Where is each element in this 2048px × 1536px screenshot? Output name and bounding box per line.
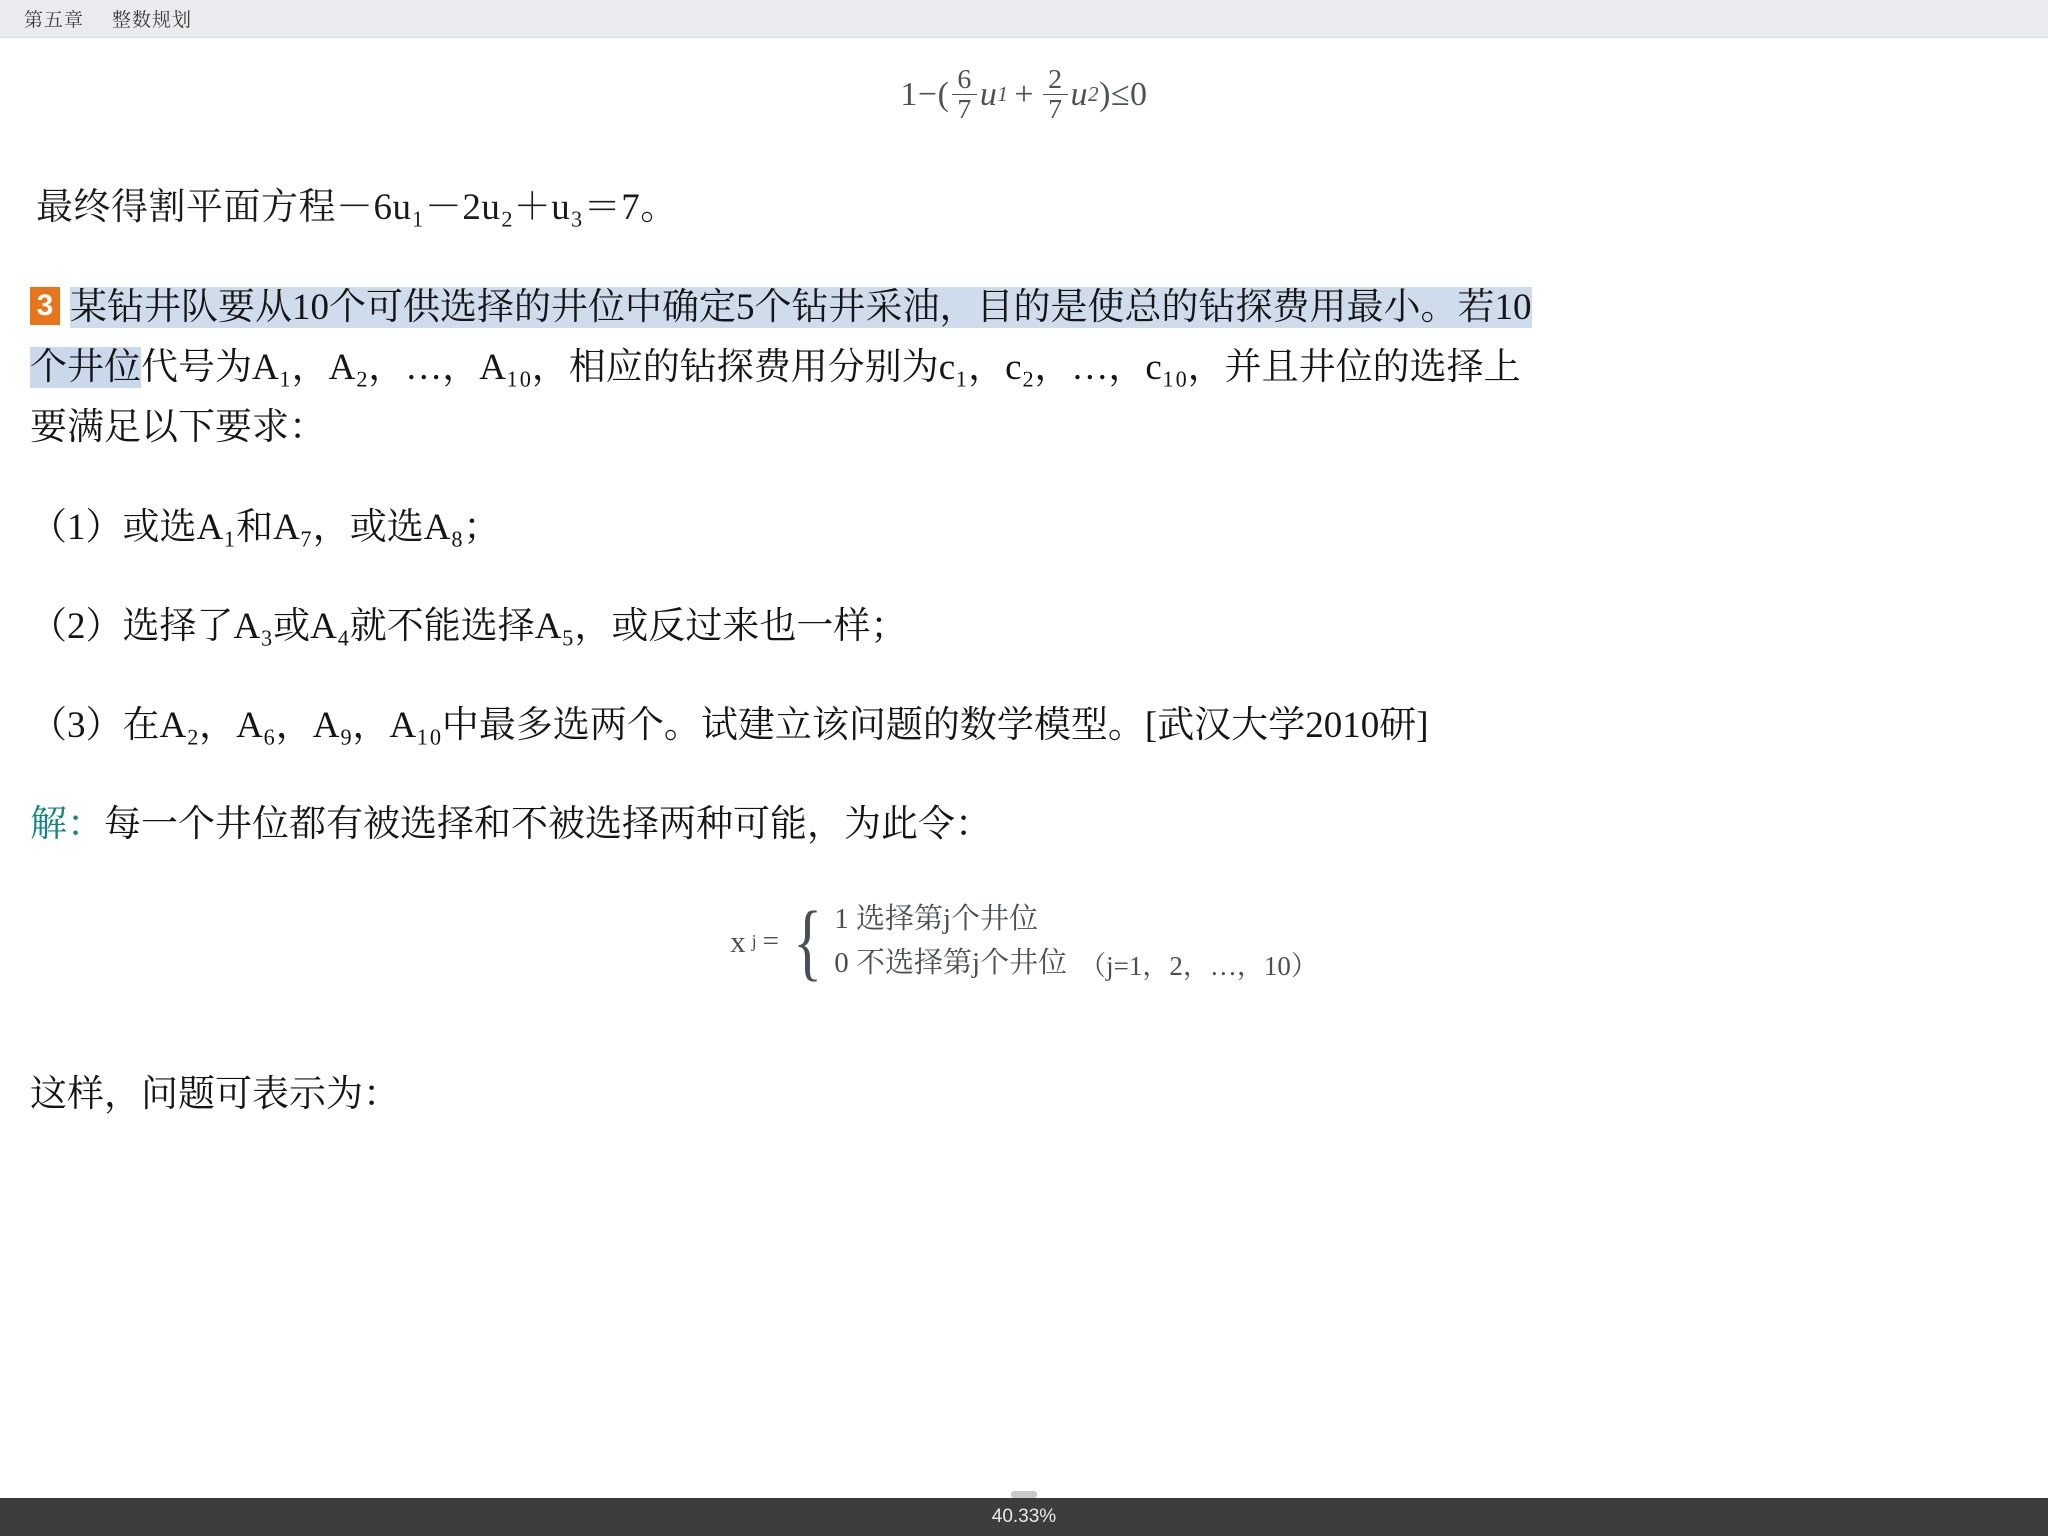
condition-item-3: （3）在A₂，A₆，A₉，A₁₀中最多选两个。试建立该问题的数学模型。[武汉大学2010研] bbox=[30, 705, 1429, 747]
solution-line bbox=[30, 795, 2018, 854]
piecewise-brace: { bbox=[793, 893, 823, 990]
closing-sentence: 这样，问题可表示为： bbox=[30, 1074, 400, 1116]
document-header-bar bbox=[0, 0, 2048, 38]
question-block bbox=[30, 278, 2018, 458]
chapter-number: 第五章 bbox=[24, 10, 85, 31]
question-line-1 bbox=[30, 278, 2018, 338]
piecewise-row-2: 0 不选择第j个井位 bbox=[834, 946, 1068, 979]
scroll-indicator[interactable] bbox=[1011, 1491, 1037, 1498]
equation-cut-condition bbox=[30, 65, 2018, 125]
solution-label: 解： bbox=[30, 804, 104, 846]
equation1-var-2-sub: 2 bbox=[1088, 82, 1100, 107]
chapter-title: 整数规划 bbox=[112, 10, 193, 31]
question-number-badge: 3 bbox=[30, 287, 60, 325]
equation1-var-2: u bbox=[1070, 75, 1089, 113]
equation1-lead: 1−( bbox=[900, 75, 950, 113]
piecewise-lhs-sub: j bbox=[751, 931, 757, 952]
equation1-var-1-sub: 1 bbox=[997, 82, 1009, 107]
document-page bbox=[0, 39, 2048, 1498]
equation1-fraction-2: $\frac{2}{7}$ bbox=[1043, 65, 1067, 125]
question-line-3: 要满足以下要求： bbox=[30, 406, 326, 448]
solution-text: 每一个井位都有被选择和不被选择两种可能，为此令： bbox=[104, 804, 992, 846]
condition-item-1: （1）或选A₁和A₇，或选A₈； bbox=[30, 506, 501, 548]
question-text-rest: 代号为A₁，A₂，…，A₁₀，相应的钻探费用分别为c₁，c₂，…，c₁₀，并且井位的选择上 bbox=[141, 346, 1521, 388]
status-bar bbox=[0, 1498, 2048, 1536]
zoom-level[interactable]: 40.33% bbox=[991, 1506, 1057, 1527]
piecewise-definition bbox=[30, 893, 2018, 990]
condition-item-2: （2）选择了A₃或A₄就不能选择A₅，或反过来也一样； bbox=[30, 605, 908, 647]
question-text-highlight-1: 某钻井队要从10个可供选择的井位中确定5个钻井采油，目的是使总的钻探费用最小。若10 bbox=[70, 286, 1532, 328]
piecewise-index-range: （j=1，2，…，10） bbox=[1079, 951, 1318, 982]
piecewise-row-1: 1 选择第j个井位 bbox=[834, 903, 1039, 936]
piecewise-equals: = bbox=[762, 925, 780, 958]
equation1-var-1: u bbox=[979, 75, 998, 113]
piecewise-lhs: x bbox=[730, 923, 746, 959]
equation1-fraction-1: $\frac{6}{7}$ bbox=[952, 65, 976, 125]
equation1-plus: + bbox=[1014, 75, 1035, 113]
equation1-tail: )≤0 bbox=[1099, 75, 1148, 113]
question-text-highlight-2: 个井位 bbox=[30, 346, 141, 388]
cut-plane-sentence: 最终得割平面方程－6u₁－2u₂＋u₃＝7。 bbox=[36, 186, 678, 228]
question-line-2 bbox=[30, 338, 2018, 398]
